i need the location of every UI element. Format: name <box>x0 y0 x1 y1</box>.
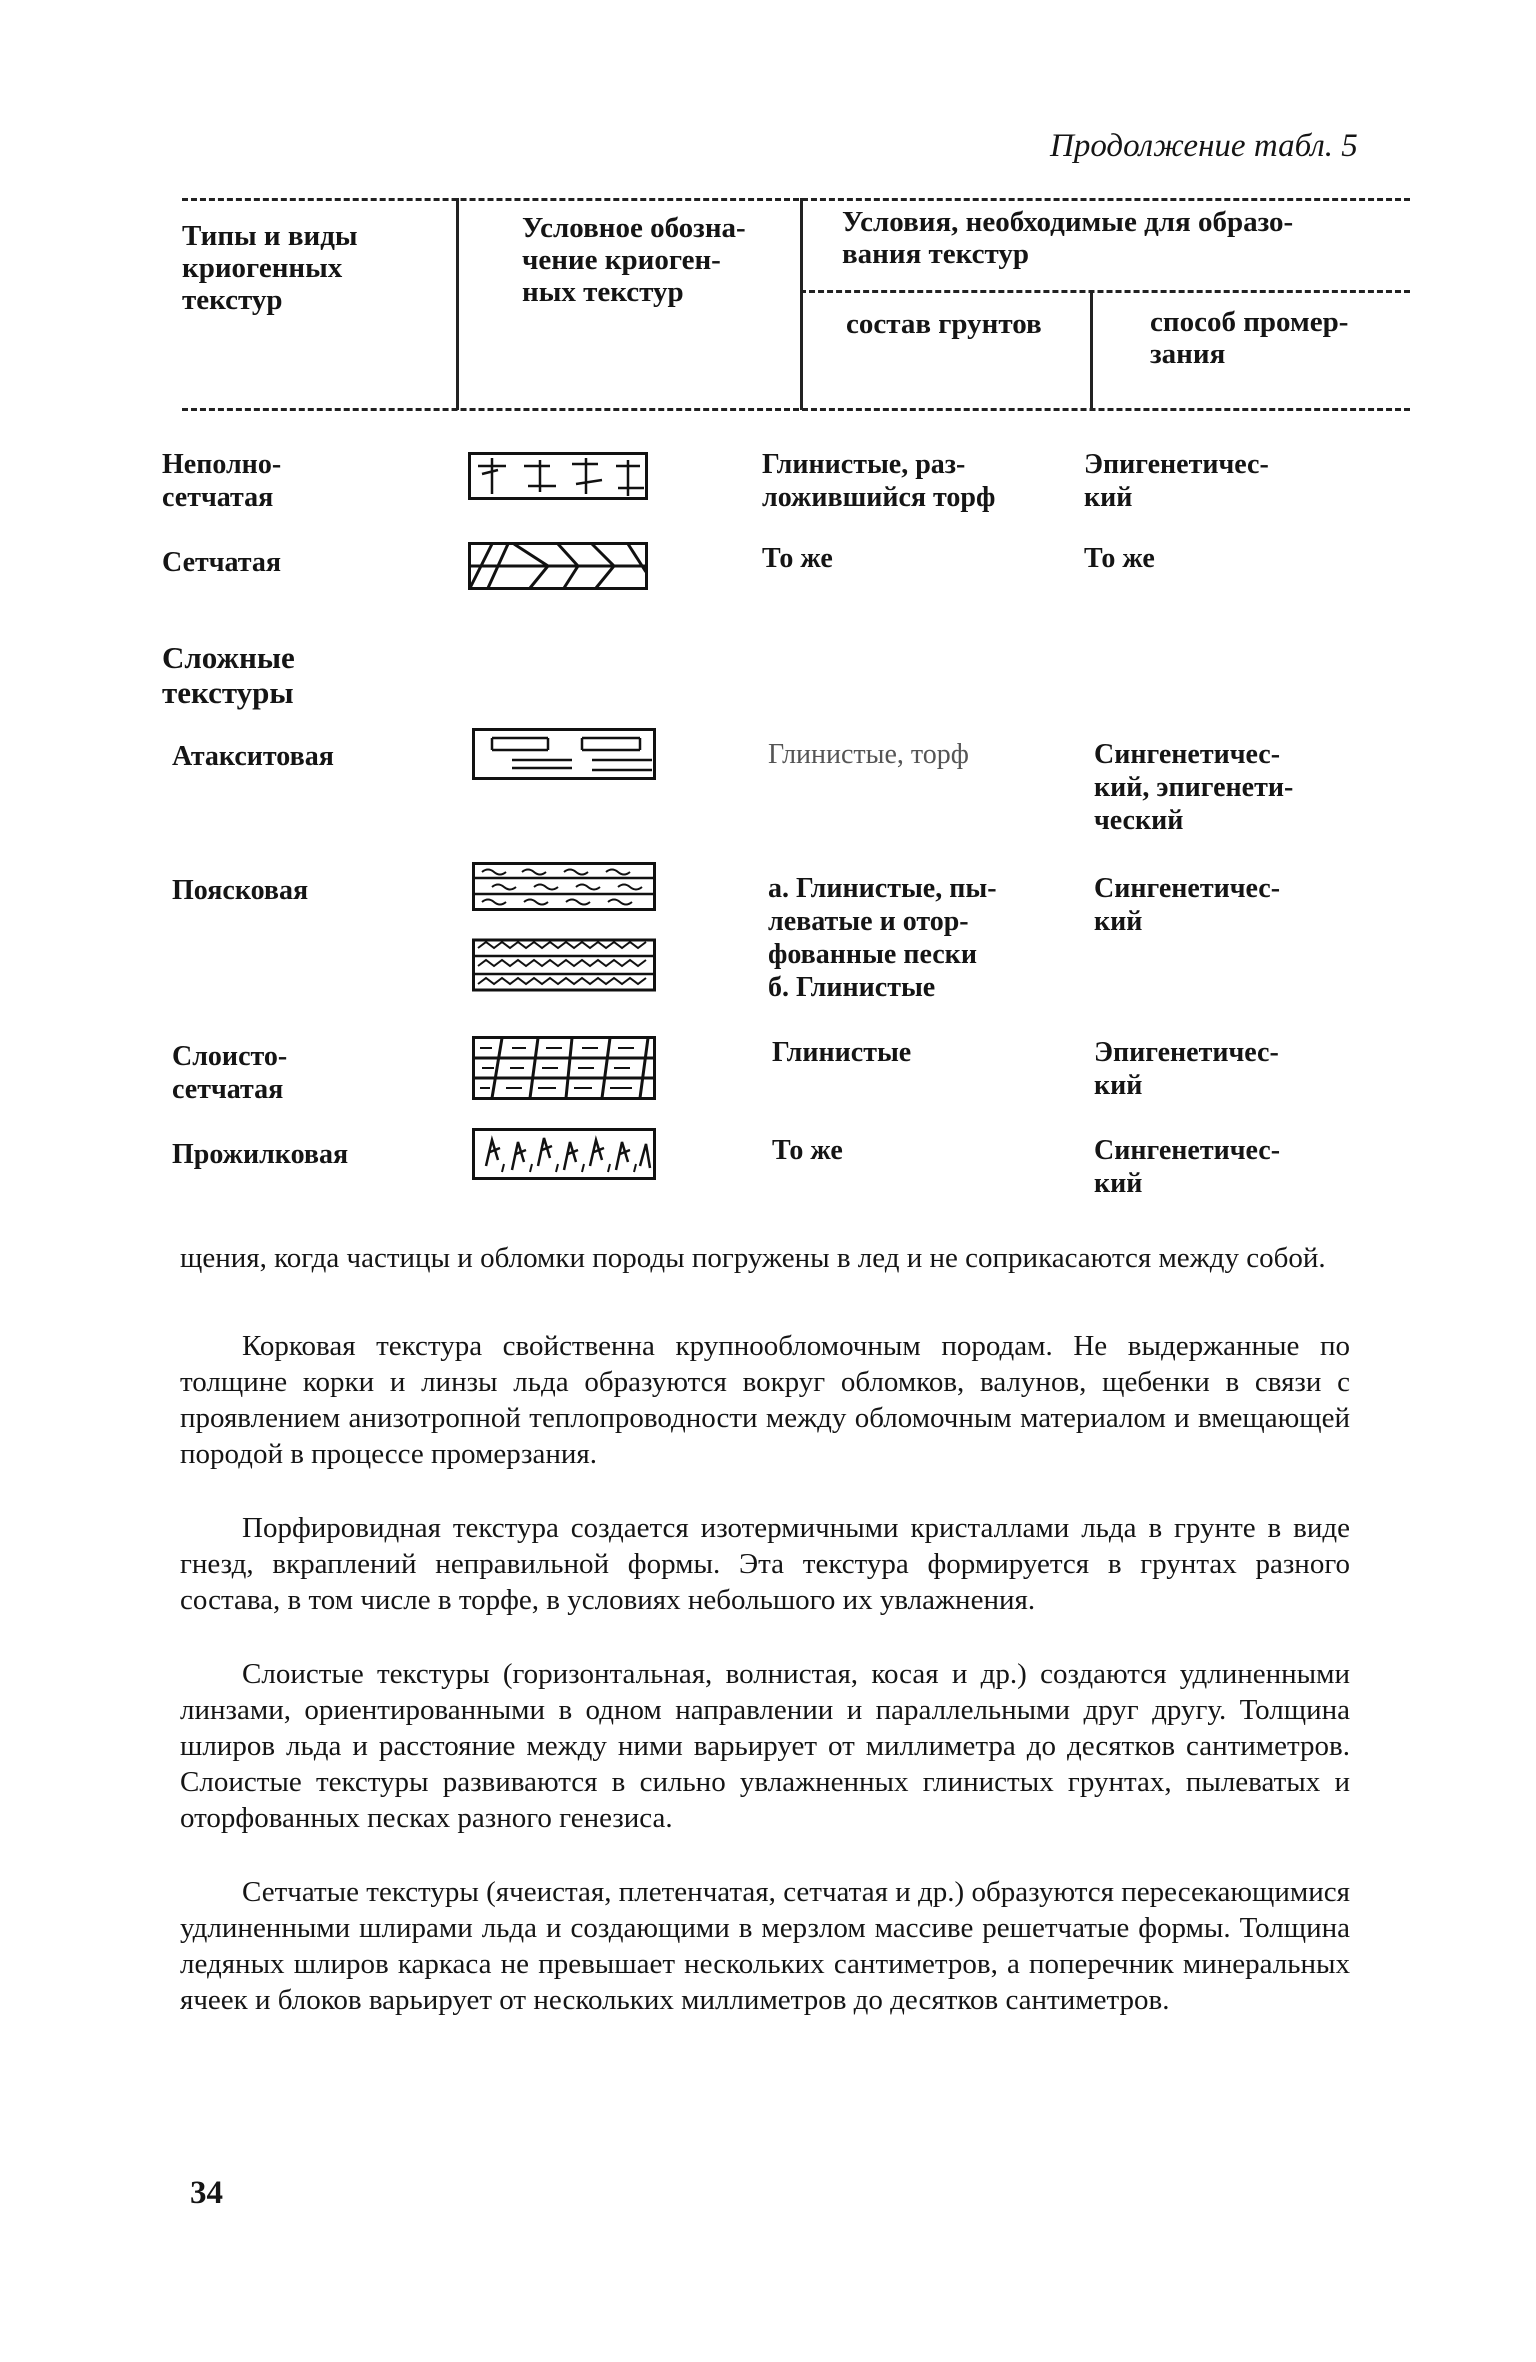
row-name-layered-mesh: Слоисто- сетчатая <box>172 1041 288 1105</box>
row-freezing-belt: Сингенетичес- кий <box>1094 873 1281 937</box>
row-soil-ataxitic: Глинистые, торф <box>768 739 969 770</box>
veinlet-symbol <box>472 1128 658 1180</box>
row-soil-belt: а. Глинистые, пы- леватые и отор- фованные пески б. Глинистые <box>768 873 997 1003</box>
row-soil-incomplete-mesh: Глинистые, раз- ложившийся торф <box>762 449 996 513</box>
header-freezing: способ промер- зания <box>1150 306 1349 370</box>
row-soil-layered-mesh: Глинистые <box>772 1037 912 1068</box>
paragraph-5: Сетчатые текстуры (ячеистая, плетенчатая, сетчатая и др.) образуются пересекающимися удлиненными шлирами льда и создающими в мерзлом массиве решетчатые формы. Толщина ледяных шлиров каркаса не превышает нескольких сантиметров, а поперечник минеральных ячеек и блоков варьирует от нескольких миллиметров до десятков сантиметров. <box>180 1876 1350 2016</box>
ataxitic-symbol <box>472 728 656 780</box>
row-name-mesh: Сетчатая <box>162 547 282 578</box>
paragraph-4: Слоистые текстуры (горизонтальная, волнистая, косая и др.) создаются удлиненными линзами, ориентированными в одном направлении и параллельными друг другу. Толщина шлиров льда и расстояние между ними варьирует от миллиметра до десятков сантиметров. Слоистые текстуры развиваются в сильно увлажненных глинистых грунтах, пылеватых и оторфованных песках разного генезиса. <box>180 1658 1350 1834</box>
incomplete-mesh-symbol <box>468 452 648 500</box>
row-freezing-mesh: То же <box>1084 543 1155 574</box>
row-freezing-veinlet: Сингенетичес- кий <box>1094 1135 1281 1199</box>
row-freezing-incomplete-mesh: Эпигенетичес- кий <box>1084 449 1269 513</box>
row-soil-veinlet: То же <box>772 1135 843 1166</box>
row-name-belt: Поясковая <box>172 875 309 906</box>
row-freezing-ataxitic: Сингенетичес- кий, эпигенети- ческий <box>1094 739 1294 836</box>
header-divider-1 <box>456 198 459 410</box>
header-symbol: Условное обозна- чение криоген- ных текстур <box>522 212 746 308</box>
header-divider-3 <box>1090 290 1093 410</box>
row-soil-mesh: То же <box>762 543 833 574</box>
header-conditions: Условия, необходимые для образо- вания текстур <box>842 206 1294 270</box>
table-caption: Продолжение табл. 5 <box>1050 128 1358 164</box>
paragraph-1: щения, когда частицы и обломки породы погружены в лед и не соприкасаются между собой. <box>180 1242 1326 1274</box>
row-freezing-layered-mesh: Эпигенетичес- кий <box>1094 1037 1279 1101</box>
belt-symbol <box>472 862 656 992</box>
row-name-incomplete-mesh: Неполно- сетчатая <box>162 449 282 513</box>
group-label-complex-textures: Сложные текстуры <box>162 640 295 710</box>
header-divider-2 <box>800 198 803 410</box>
page-number: 34 <box>190 2175 223 2211</box>
table-subheader-rule <box>800 290 1410 293</box>
paragraph-3: Порфировидная текстура создается изотермичными кристаллами льда в грунте в виде гнезд, вкраплений неправильной формы. Эта текстура формируется в грунтах разного состава, в том числе в торфе, в условиях небольшого их увлажнения. <box>180 1512 1350 1616</box>
paragraph-2: Корковая текстура свойственна крупнообломочным породам. Не выдержанные по толщине корки и линзы льда образуются вокруг обломков, валунов, щебенки в связи с проявлением анизотропной теплопроводности между обломочным материалом и вмещающей породой в процессе промерзания. <box>180 1330 1350 1470</box>
header-types: Типы и виды криогенных текстур <box>182 220 358 316</box>
table-top-rule <box>182 198 1410 201</box>
row-name-ataxitic: Атакситовая <box>172 741 334 772</box>
layered-mesh-symbol <box>472 1036 656 1100</box>
header-soil: состав грунтов <box>846 308 1042 340</box>
table-header-bottom-rule <box>182 408 1410 411</box>
mesh-symbol <box>468 542 648 590</box>
row-name-veinlet: Прожилковая <box>172 1139 349 1170</box>
